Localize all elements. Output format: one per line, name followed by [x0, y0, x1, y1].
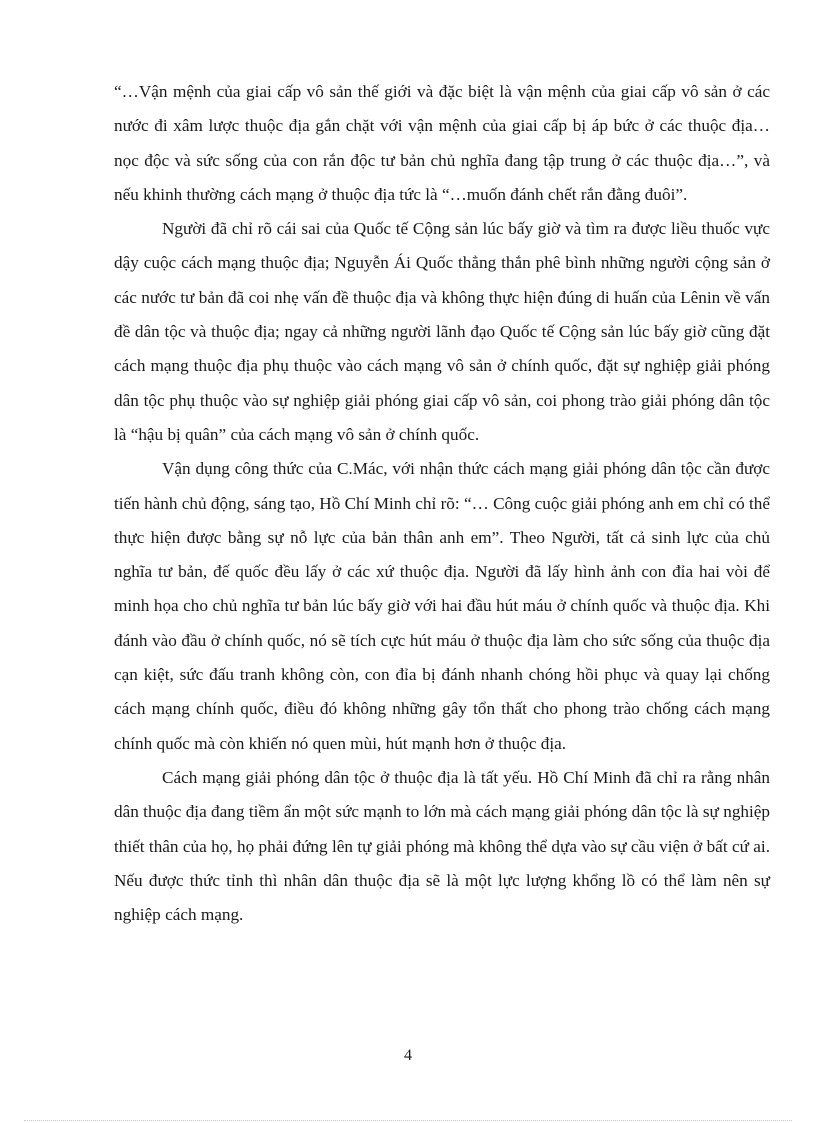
paragraph-2: Người đã chỉ rõ cái sai của Quốc tế Cộng sản lúc bấy giờ và tìm ra được liều thuốc vực dậy cuộc cách mạng thuộc địa; Nguyễn Ái Quốc thẳng thắn phê bình những người cộng sản ở các nước tư bản đã coi nhẹ vấn đề thuộc địa và không thực hiện đúng di huấn của Lênin về vấn đề dân tộc và thuộc địa; ngay cả những người lãnh đạo Quốc tế Cộng sản lúc bấy giờ cũng đặt cách mạng thuộc địa phụ thuộc vào cách mạng vô sản ở chính quốc, đặt sự nghiệp giải phóng dân tộc phụ thuộc vào sự nghiệp giải phóng giai cấp vô sản, coi phong trào giải phóng dân tộc là “hậu bị quân” của cách mạng vô sản ở chính quốc. [114, 219, 770, 444]
paragraph-3: Vận dụng công thức của C.Mác, với nhận thức cách mạng giải phóng dân tộc cần được tiến hành chủ động, sáng tạo, Hồ Chí Minh chỉ rõ: “… Công cuộc giải phóng anh em chỉ có thể thực hiện được bằng sự nỗ lực của bản thân anh em”. Theo Người, tất cả sinh lực của chủ nghĩa tư bản, đế quốc đều lấy ở các xứ thuộc địa. Người đã lấy hình ảnh con đỉa hai vòi để minh họa cho chủ nghĩa tư bản lúc bấy giờ với hai đầu hút máu ở chính quốc và thuộc địa. Khi đánh vào đầu ở chính quốc, nó sẽ tích cực hút máu ở thuộc địa làm cho sức sống của thuộc địa cạn kiệt, sức đấu tranh không còn, con đỉa bị đánh nhanh chóng hồi phục và quay lại chống cách mạng chính quốc, điều đó không những gây tổn thất cho phong trào chống cách mạng chính quốc mà còn khiến nó quen mùi, hút mạnh hơn ở thuộc địa. [114, 459, 770, 753]
body-text [114, 75, 770, 932]
paragraph-1: “…Vận mệnh của giai cấp vô sản thế giới và đặc biệt là vận mệnh của giai cấp vô sản ở các nước đi xâm lược thuộc địa gắn chặt với vận mệnh của giai cấp bị áp bức ở các thuộc địa… nọc độc và sức sống của con rắn độc tư bản chủ nghĩa đang tập trung ở các thuộc địa…”, và nếu khinh thường cách mạng ở thuộc địa tức là “…muốn đánh chết rắn đằng đuôi”. [114, 82, 770, 204]
page-bottom-divider [24, 1120, 792, 1121]
page-number: 4 [404, 1047, 412, 1064]
paragraph-4: Cách mạng giải phóng dân tộc ở thuộc địa là tất yếu. Hồ Chí Minh đã chỉ ra rằng nhân dân thuộc địa đang tiềm ẩn một sức mạnh to lớn mà cách mạng giải phóng dân tộc là sự nghiệp thiết thân của họ, họ phải đứng lên tự giải phóng mà không thể dựa vào sự cầu viện ở bất cứ ai. Nếu được thức tỉnh thì nhân dân thuộc địa sẽ là một lực lượng khổng lồ có thể làm nên sự nghiệp cách mạng. [114, 767, 770, 925]
